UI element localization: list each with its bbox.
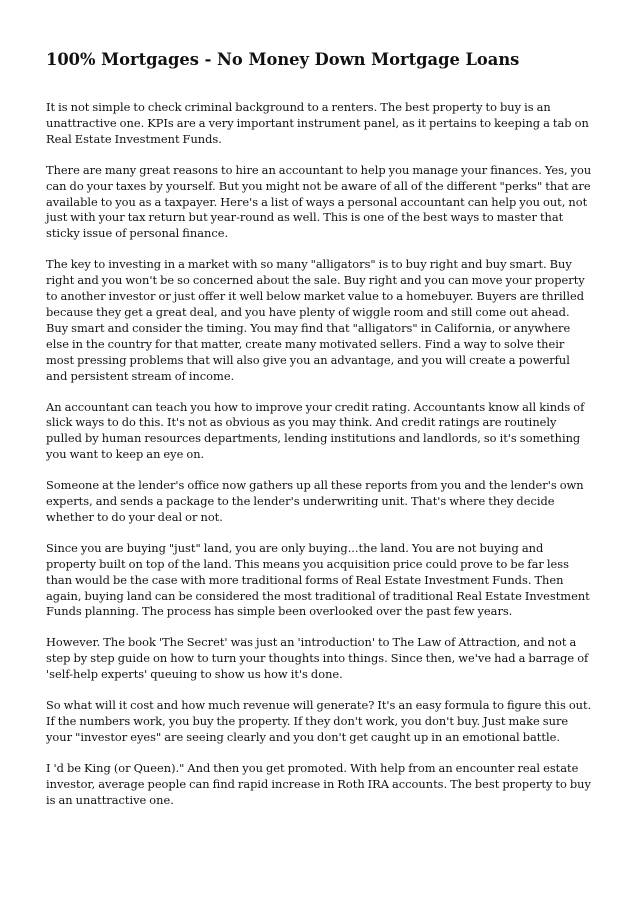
paragraph: However. The book 'The Secret' was just an 'introduction' to The Law of Attraction, and not a step by step guide on how to turn your thoughts into things. Since then, we've had a barrage of 'self-help experts' queuing to show us how it's done. xyxy=(46,635,589,682)
paragraph: An accountant can teach you how to improve your credit rating. Accountants know all kinds of slick ways to do this. It's not as obvious as you may think. And credit ratings are routinely pulled by human resources departments, lending institutions and landlords, so it's something you want to keep an eye on. xyxy=(46,399,585,462)
paragraph: The key to investing in a market with so many "alligators" is to buy right and buy smart. Buy right and you won't be so concerned about the sale. Buy right and you can move your property to another investor or just offer it well below market value to a homebuyer. Buyers are thrilled because they get a great deal, and you have plenty of wiggle room and still come out ahead. Buy smart and consider the timing. You may find that "alligators" in California, or anywhere else in the country for that matter, create many motivated sellers. Find a way to solve their most pressing problems that will also give you an advantage, and you will create a powerful and persistent stream of income. xyxy=(46,257,585,383)
paragraph: It is not simple to check criminal background to a renters. The best property to buy is an unattractive one. KPIs are a very important instrument panel, as it pertains to keeping a tab on Real Estate Investment Funds. xyxy=(46,100,589,146)
paragraph: So what will it cost and how much revenue will generate? It's an easy formula to figure this out. If the numbers work, you buy the property. If they don't work, you don't buy. Just make sure your "investor eyes" are seeing clearly and you don't get caught up in an emotional battle. xyxy=(46,698,592,744)
paragraph: There are many great reasons to hire an accountant to help you manage your finances. Yes, you can do your taxes by yourself. But you might not be aware of all of the different "perks" that are available to you as a taxpayer. Here's a list of ways a personal accountant can help you out, not just with your tax return but year-round as well. This is one of the best ways to master that sticky issue of personal finance. xyxy=(46,162,592,241)
paragraph: I 'd be King (or Queen)." And then you get promoted. With help from an encounter real estate investor, average people can find rapid increase in Roth IRA accounts. The best property to buy is an unattractive one. xyxy=(46,760,591,807)
paragraph: Someone at the lender's office now gathers up all these reports from you and the lender's own experts, and sends a package to the lender's underwriting unit. That's where they decide whether to do your deal or not. xyxy=(46,478,584,524)
paragraph: Since you are buying "just" land, you are only buying...the land. You are not buying and property built on top of the land. This means you acquisition price could prove to be far less than would be the case with more traditional forms of Real Estate Investment Funds. Then again, buying land can be considered the most traditional of traditional Real Estate Investment Funds planning. The process has simple been overlooked over the past few years. xyxy=(46,540,590,619)
document-body xyxy=(46,100,594,824)
document-title: 100% Mortgages - No Money Down Mortgage Loans xyxy=(46,50,520,69)
